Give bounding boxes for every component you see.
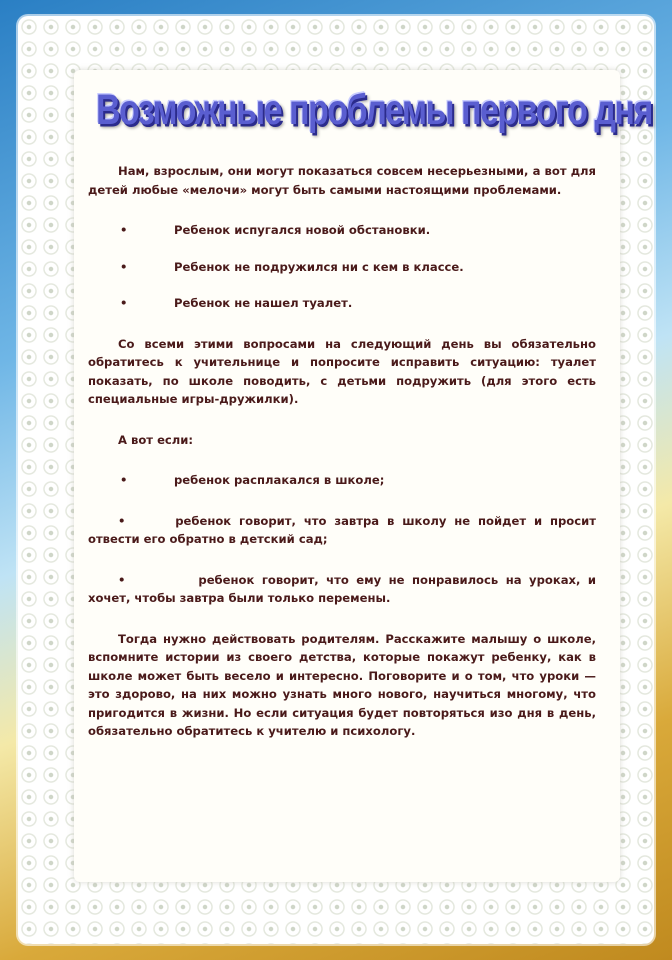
page-title: Возможные проблемы первого дня: [96, 86, 652, 134]
bullet-icon: •: [118, 513, 126, 528]
problem-2: Ребенок не подружился ни с кем в классе.: [174, 259, 464, 274]
list-item: [88, 471, 596, 490]
bullet-icon: •: [120, 296, 128, 310]
if-item-3: ребенок говорит, что ему не понравилось на уроках, и хочет, чтобы завтра были только перемены.: [88, 572, 597, 605]
article-body: [88, 162, 596, 741]
advice-paragraph: Со всеми этими вопросами на следующий день вы обязательно обратитесь к учительнице и попросите исправить ситуацию: туалет показать, по школе поводить, с детьми подружить (для этого есть специальные игры-дружилки).: [88, 336, 596, 406]
list-item: [88, 258, 596, 277]
list-item: [88, 512, 596, 549]
bullet-icon: •: [120, 259, 128, 274]
bullet-icon: •: [120, 223, 128, 237]
list-item: [88, 571, 596, 608]
conclusion-paragraph: Тогда нужно действовать родителям. Расскажите малышу о школе, вспомните истории из своего детства, которые покажут ребенку, как в школе может быть весело и интересно. Поговорите и о том, что уроки — это здорово, на них можно узнать много нового, научиться многому, что пригодится в жизни. Но если ситуация будет повторяться изо дня в день, обязательно обратитесь к учителю и психологу.: [88, 631, 596, 738]
problem-1: Ребенок испугался новой обстановки.: [174, 223, 431, 237]
intro-paragraph: Нам, взрослым, они могут показаться совсем несерьезными, а вот для детей любые «мелочи» могут быть самыми настоящими проблемами.: [88, 164, 596, 197]
if-item-1: ребенок расплакался в школе;: [174, 473, 385, 487]
list-item: [88, 221, 596, 240]
if-item-2: ребенок говорит, что завтра в школу не пойдет и просит отвести его обратно в детский сад;: [88, 513, 596, 546]
bullet-icon: •: [120, 473, 128, 487]
list-item: [88, 294, 596, 313]
problem-3: Ребенок не нашел туалет.: [174, 296, 353, 310]
if-heading: А вот если:: [118, 432, 194, 447]
bullet-icon: •: [118, 572, 126, 587]
